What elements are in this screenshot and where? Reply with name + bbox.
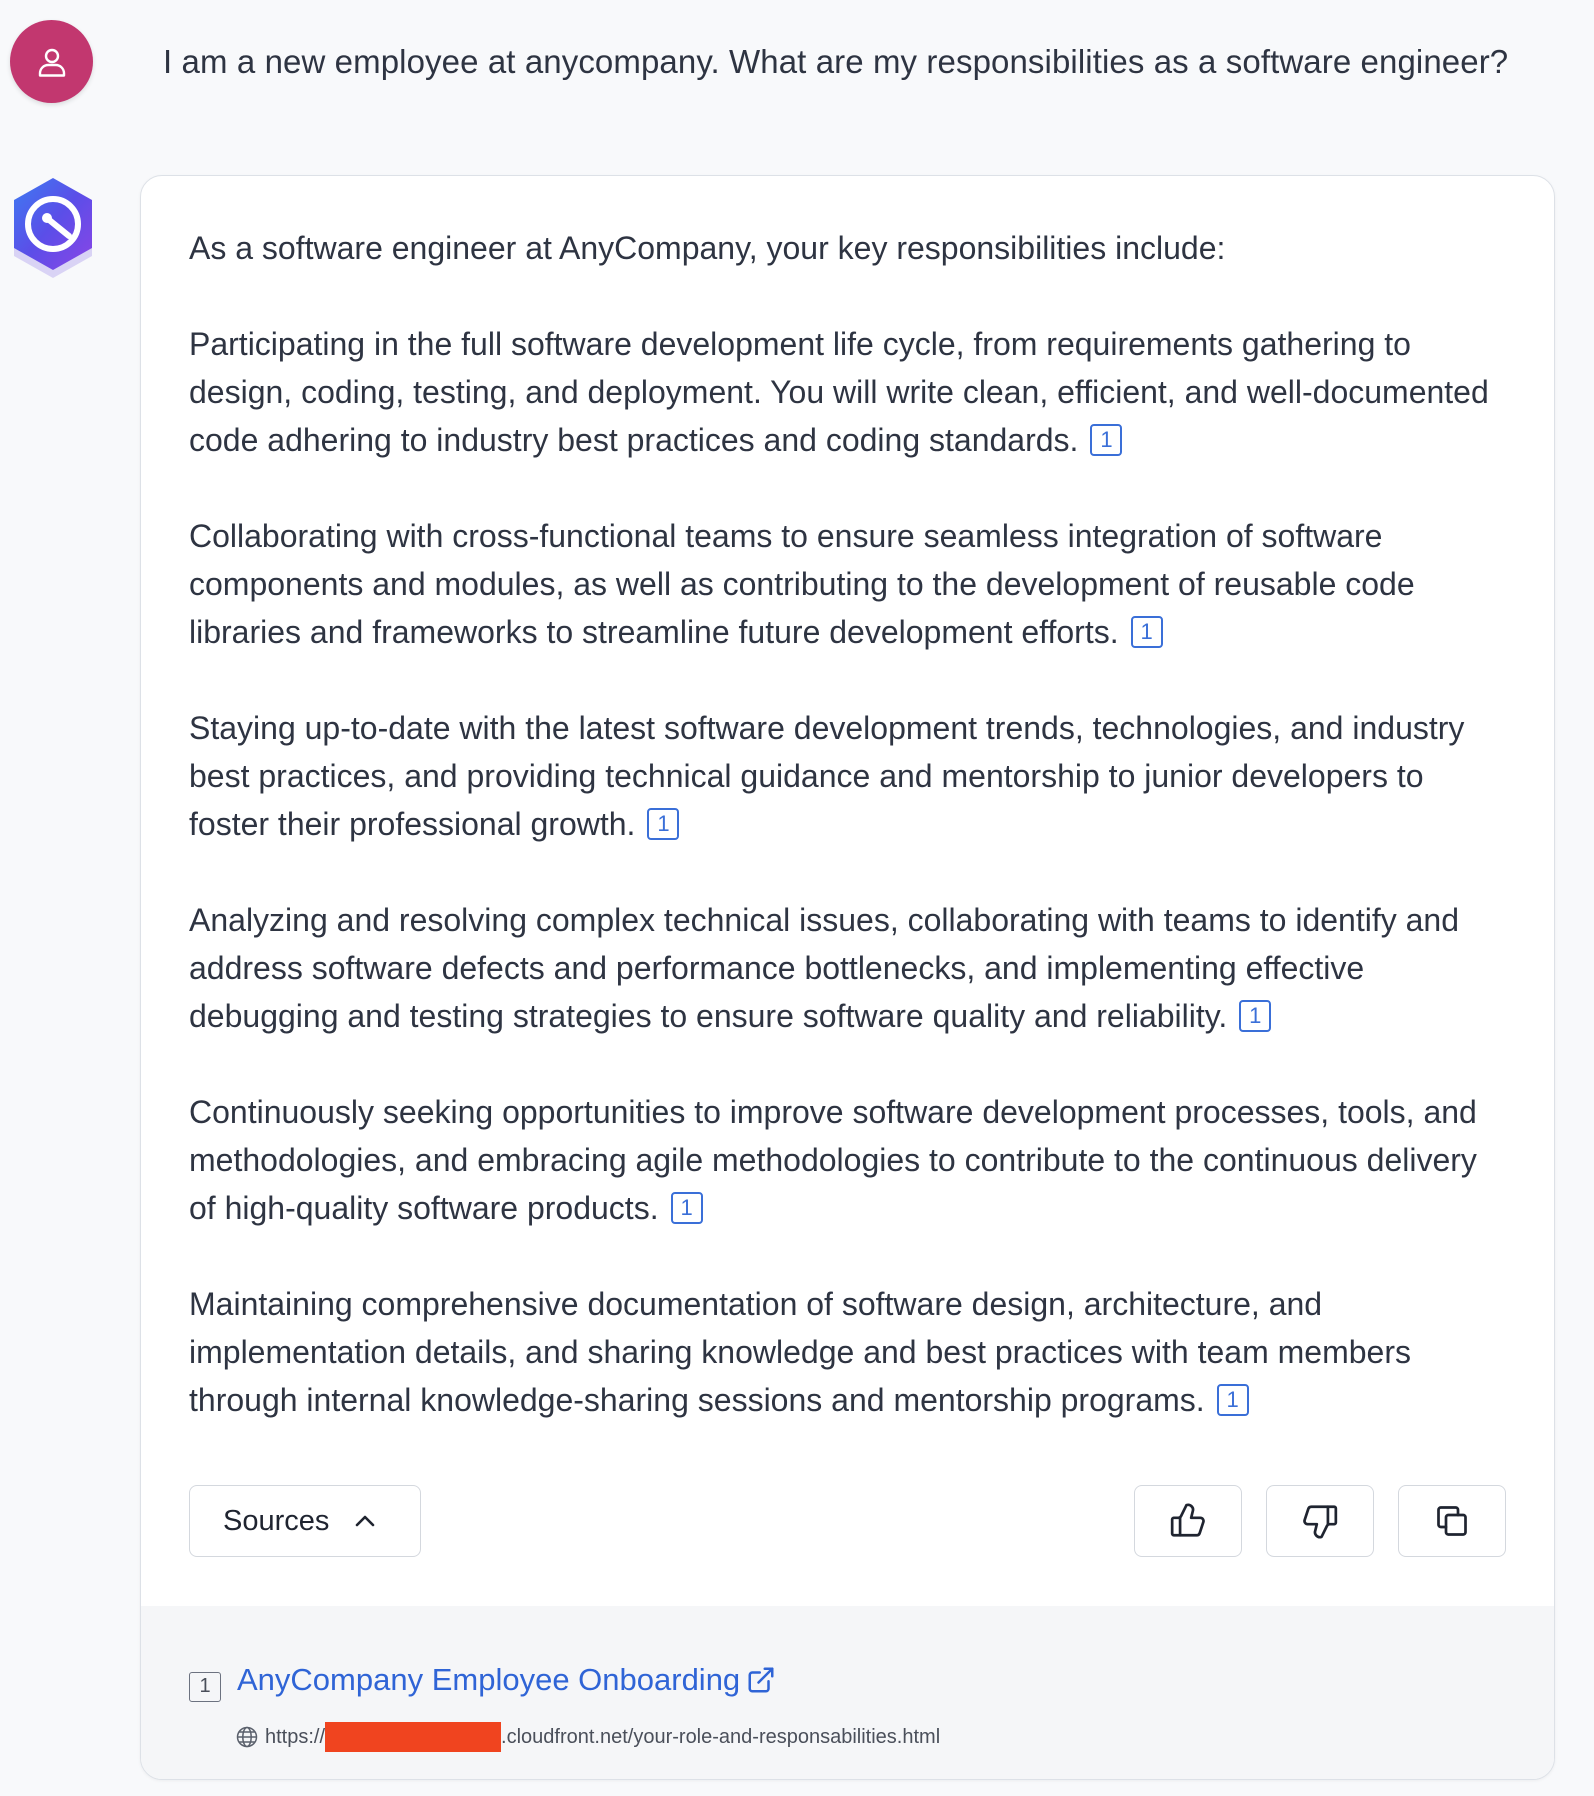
citation-badge[interactable]: 1 <box>1239 1000 1271 1032</box>
source-url <box>235 1722 940 1752</box>
redacted-block <box>325 1722 501 1752</box>
response-paragraph <box>189 320 1509 464</box>
source-title-text: AnyCompany Employee Onboarding <box>237 1662 741 1697</box>
paragraph-text: Continuously seeking opportunities to improve software development processes, tools, and methodologies, and embracing agile methodologies to contribute to the continuous delivery of high-quality software products. <box>189 1094 1477 1226</box>
response-intro: As a software engineer at AnyCompany, your key responsibilities include: <box>189 230 1226 266</box>
response-actions <box>189 1485 1506 1557</box>
paragraph-text: Collaborating with cross-functional teams to ensure seamless integration of software components and modules, as well as contributing to the development of reusable code libraries and frameworks to streamline future development efforts. <box>189 518 1415 650</box>
copy-icon <box>1434 1503 1470 1539</box>
citation-badge[interactable]: 1 <box>671 1192 703 1224</box>
user-icon <box>34 44 70 80</box>
assistant-logo-icon <box>6 174 100 282</box>
response-paragraph <box>189 512 1509 656</box>
paragraph-text: Staying up-to-date with the latest software development trends, technologies, and industry best practices, and providing technical guidance and mentorship to junior developers to foster their professional growth. <box>189 710 1465 842</box>
thumbs-down-icon <box>1301 1502 1339 1540</box>
response-paragraph <box>189 896 1509 1040</box>
thumbs-down-button[interactable] <box>1266 1485 1374 1557</box>
citation-badge[interactable]: 1 <box>1131 616 1163 648</box>
paragraph-text: Maintaining comprehensive documentation of software design, architecture, and implementation details, and sharing knowledge and best practices with team members through internal knowledge-sharing sessions and mentorship programs. <box>189 1286 1411 1418</box>
globe-icon <box>235 1725 259 1749</box>
sources-label: Sources <box>223 1504 330 1537</box>
url-prefix: https:// <box>265 1725 326 1748</box>
assistant-avatar <box>6 174 100 282</box>
citation-badge[interactable]: 1 <box>647 808 679 840</box>
sources-toggle-button[interactable] <box>189 1485 421 1557</box>
url-suffix: .cloudfront.net/your-role-and-responsabilities.html <box>501 1725 941 1748</box>
source-link[interactable] <box>237 1662 776 1698</box>
user-message-text: I am a new employee at anycompany. What are my responsibilities as a software engineer? <box>163 42 1509 80</box>
thumbs-up-icon <box>1169 1502 1207 1540</box>
response-paragraph <box>189 1088 1509 1232</box>
thumbs-up-button[interactable] <box>1134 1485 1242 1557</box>
paragraph-text: Participating in the full software development life cycle, from requirements gathering to design, coding, testing, and deployment. You will write clean, efficient, and well-documented code adhering to industry best practices and coding standards. <box>189 326 1489 458</box>
user-avatar <box>10 20 93 103</box>
copy-button[interactable] <box>1398 1485 1506 1557</box>
source-number: 1 <box>189 1672 221 1702</box>
paragraph-text: Analyzing and resolving complex technical issues, collaborating with teams to identify and address software defects and performance bottlenecks, and implementing effective debugging and testing strategies to ensure software quality and reliability. <box>189 902 1460 1034</box>
response-paragraph <box>189 1280 1509 1424</box>
external-link-icon <box>746 1665 776 1695</box>
user-message-row <box>10 20 1508 103</box>
response-paragraph <box>189 704 1509 848</box>
response-body <box>141 176 1554 1424</box>
chevron-up-icon <box>353 1509 377 1533</box>
citation-badge[interactable]: 1 <box>1090 424 1122 456</box>
assistant-response-card <box>140 175 1555 1780</box>
citation-badge[interactable]: 1 <box>1217 1384 1249 1416</box>
sources-panel <box>141 1606 1554 1779</box>
